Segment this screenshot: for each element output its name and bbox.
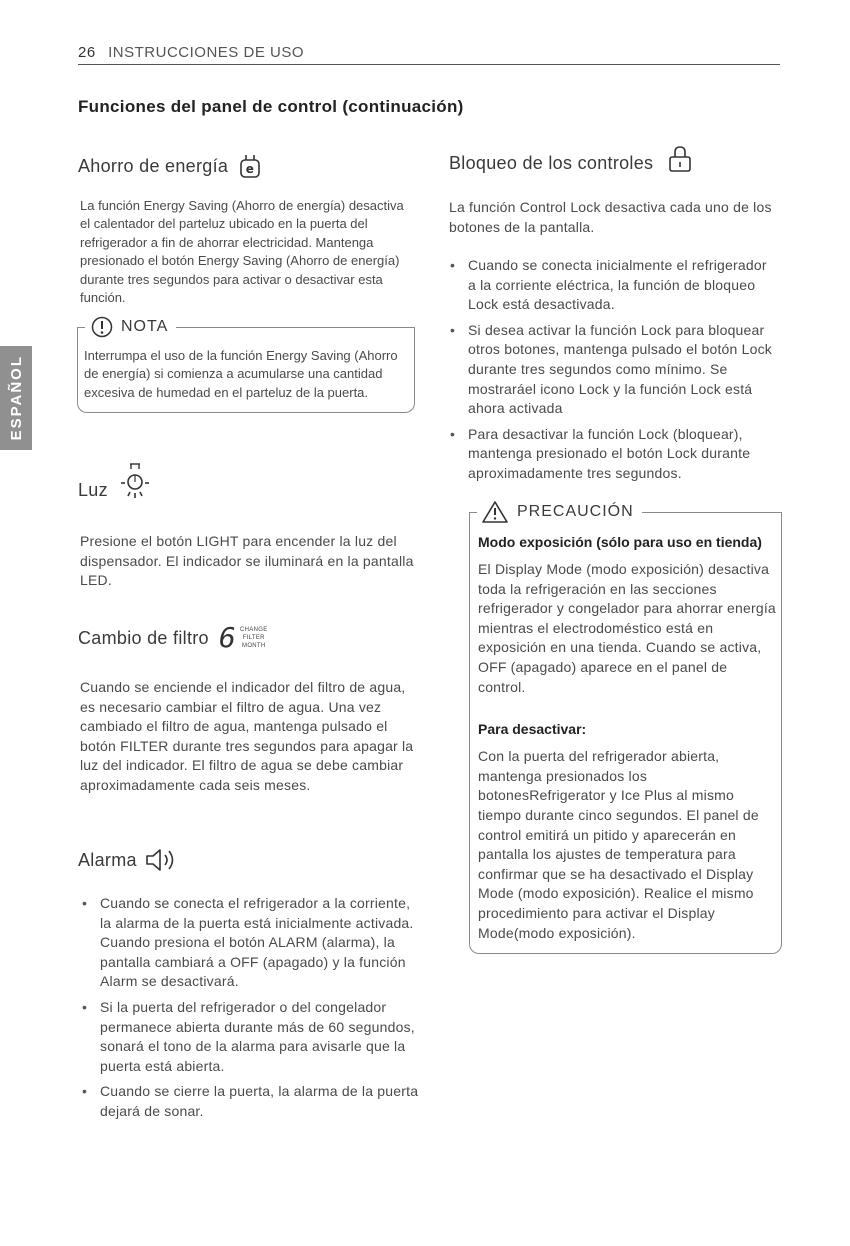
alarm-section-title xyxy=(78,847,183,873)
alarm-bullet: • Si la puerta del refrigerador o del congelador permanece abierta durante más de 60 segundos, sonará el tono de la alarma para avisarle que la puerta está abierta. xyxy=(78,998,422,1076)
energy-section-title xyxy=(78,153,262,179)
caution-heading-deactivate: Para desactivar: xyxy=(478,721,587,738)
light-bulb-icon xyxy=(118,462,152,502)
svg-text:e: e xyxy=(245,162,255,176)
speaker-icon xyxy=(143,847,183,873)
light-title-text: Luz xyxy=(78,479,108,500)
padlock-icon xyxy=(667,144,693,174)
alarm-bullet: • Cuando se cierre la puerta, la alarma de la puerta dejará de sonar. xyxy=(78,1082,422,1121)
note-box xyxy=(77,316,415,413)
page-title: Funciones del panel de control (continuación) xyxy=(78,97,464,116)
note-label: NOTA xyxy=(121,318,169,335)
energy-saving-icon xyxy=(238,153,262,179)
lock-bullet: • Si desea activar la función Lock para bloquear otros botones, mantenga pulsado el botón Lock durante tres segundos como mínimo. Se mostraráel icono Lock y la función Lock está ahora activada xyxy=(446,321,776,419)
lock-section-title xyxy=(449,153,693,174)
filter-digit: 6 xyxy=(218,621,237,654)
lock-bullet: • Cuando se conecta inicialmente el refrigerador a la corriente eléctrica, la función de bloqueo Lock está desactivada. xyxy=(446,256,776,315)
energy-title-text: Ahorro de energía xyxy=(78,155,229,176)
filter-label-month: MONTH xyxy=(242,643,266,649)
note-content: Interrumpa el uso de la función Energy Saving (Ahorro de energía) si comienza a acumularse una cantidad excesiva de humedad en el parteluz de la puerta. xyxy=(77,327,415,413)
energy-body: La función Energy Saving (Ahorro de energía) desactiva el calentador del parteluz ubicado en la puerta del refrigerador a fin de ahorrar electricidad. Mantenga presionado el botón Energy Saving (Ahorro de energía) durante tres segundos para activar o desactivar esta función. xyxy=(80,198,404,306)
filter-label-filter: FILTER xyxy=(242,635,265,641)
filter-indicator-labels xyxy=(240,626,267,650)
caution-heading-display-mode: Modo exposición (sólo para uso en tienda) xyxy=(478,534,762,550)
alarm-bullet: • Cuando se conecta el refrigerador a la corriente, la alarma de la puerta está inicialmente activada. Cuando presiona el botón ALARM (alarma), la pantalla cambiará a OFF (apagado) y la función Alarm se desactivará. xyxy=(78,894,422,992)
filter-title-text: Cambio de filtro xyxy=(78,627,209,648)
caution-deactivate-text: Con la puerta del refrigerador abierta, mantenga presionados los botonesRefrigerator y Ice Plus al mismo tiempo durante cinco segundos. El panel de control emitirá un pitido y aparecerán en pantalla los ajustes de temperatura para confirmar que se ha desactivado el Display Mode (modo exposición). Realice el mismo procedimiento para activar el Display Mode(modo exposición). xyxy=(478,748,759,941)
warning-triangle-icon xyxy=(481,500,509,524)
light-section-title xyxy=(78,478,152,502)
info-exclamation-icon xyxy=(91,316,113,338)
lock-bullet-list xyxy=(446,256,776,490)
lock-title-text: Bloqueo de los controles xyxy=(449,153,654,173)
language-tab xyxy=(0,346,32,450)
caution-box xyxy=(469,500,782,954)
caution-display-mode-text: El Display Mode (modo exposición) desactiva toda la refrigeración en las secciones refrigerador y congelador para ahorrar energía mientras el electrodoméstico está en exposición en una tienda. Cuando se activa, OFF (apagado) aparece en el panel de control. xyxy=(478,561,776,695)
lock-body: La función Control Lock desactiva cada uno de los botones de la pantalla. xyxy=(449,199,772,235)
light-body: Presione el botón LIGHT para encender la luz del dispensador. El indicador se iluminará en la pantalla LED. xyxy=(80,533,414,589)
filter-section-title xyxy=(78,621,268,654)
caution-content xyxy=(469,512,782,954)
lock-bullet: • Para desactivar la función Lock (bloquear), mantenga presionado el botón Lock durante aproximadamente tres segundos. xyxy=(446,425,776,484)
header-section: INSTRUCCIONES DE USO xyxy=(108,44,304,61)
language-tab-label: ESPAÑOL xyxy=(7,355,25,441)
filter-body: Cuando se enciende el indicador del filtro de agua, es necesario cambiar el filtro de agua. Una vez cambiado el filtro de agua, mantenga pulsado el botón FILTER durante tres segundos para apagar la luz del indicador. El filtro de agua se debe cambiar aproximadamente cada seis meses. xyxy=(80,679,414,793)
page-header xyxy=(78,44,780,65)
page-number: 26 xyxy=(78,44,96,61)
filter-indicator-icon xyxy=(218,621,268,654)
alarm-bullet-list xyxy=(78,894,422,1128)
caution-label: PRECAUCIÓN xyxy=(517,503,634,520)
alarm-title-text: Alarma xyxy=(78,849,137,870)
filter-label-change: CHANGE xyxy=(240,627,268,633)
